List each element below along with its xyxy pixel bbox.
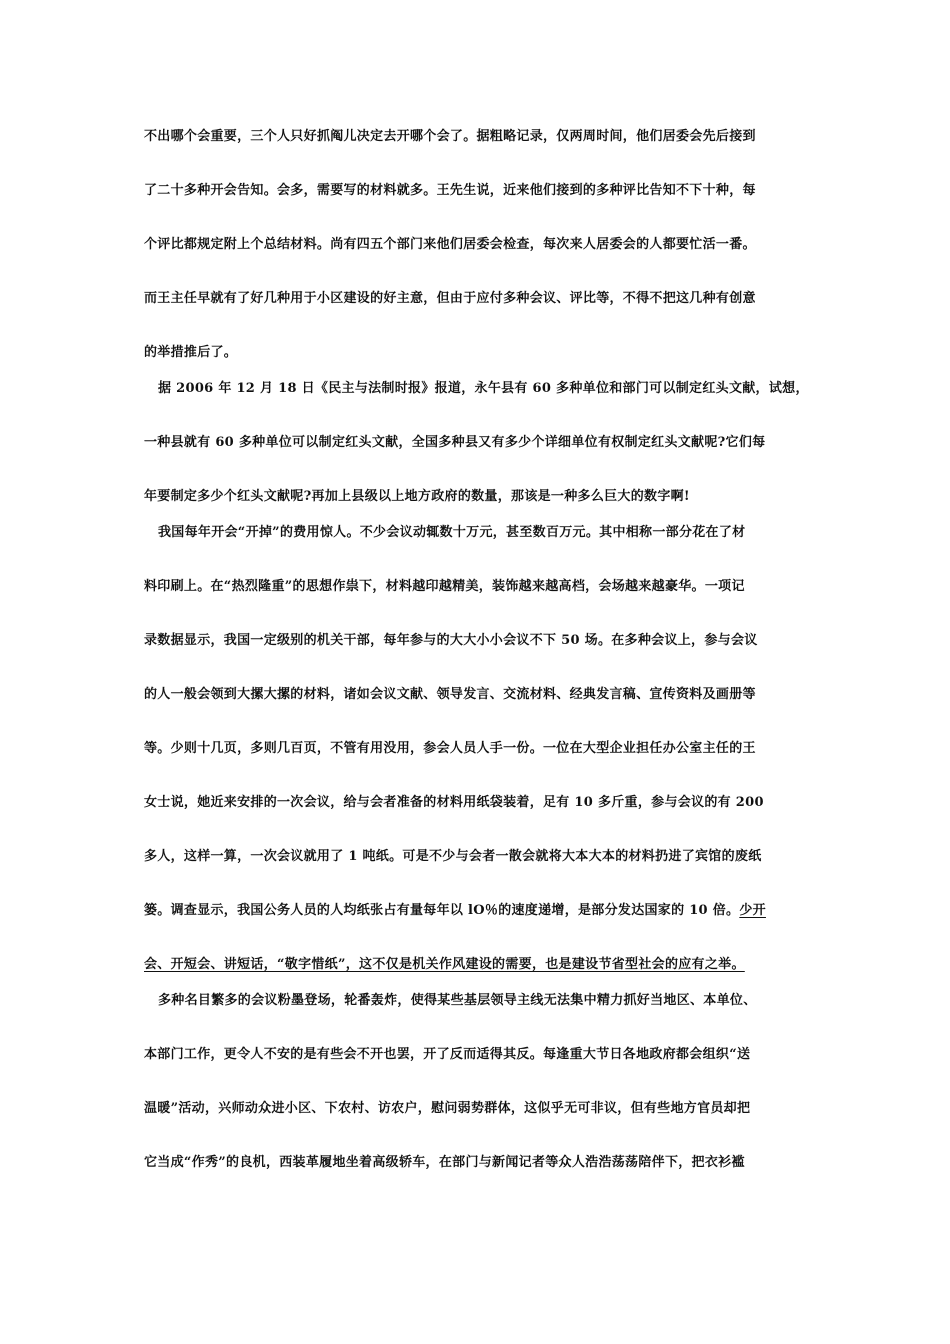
text-line: 不出哪个会重要，三个人只好抓阄儿决定去开哪个会了。据粗略记录，仅两周时间，他们居委会先后接到 [144, 129, 756, 144]
text-line: 多人，这样一算，一次会议就用了 1 吨纸。可是不少与会者一散会就将大本大本的材料扔进了宾馆的废纸 [144, 849, 762, 864]
text-line: 等。少则十几页，多则几百页，不管有用没用，参会人员人手一份。一位在大型企业担任办公室主任的王 [144, 741, 756, 756]
text-line: 一种县就有 60 多种单位可以制定红头文献，全国多种县又有多少个详细单位有权制定红头文献呢?它们每 [144, 435, 766, 450]
underlined-line [144, 948, 809, 984]
text-line: 了二十多种开会告知。会多，需要写的材料就多。王先生说，近来他们接到的多种评比告知不下十种，每 [144, 183, 756, 198]
underlined-text: 少开 [739, 903, 766, 918]
text-line: 它当成“作秀”的良机，西装革履地坐着高级轿车，在部门与新闻记者等众人浩浩荡荡陪伴下，把衣衫褴 [144, 1155, 745, 1170]
body-text [144, 120, 809, 1200]
paragraph-first-line: 据 2006 年 12 月 18 日《民主与法制时报》报道，永午县有 60 多种单位和部门可以制定红头文献，试想， [158, 381, 809, 396]
text-line: 年要制定多少个红头文献呢?再加上县级以上地方政府的数量，那该是一种多么巨大的数字啊! [144, 489, 690, 504]
underlined-text: 会、开短会、讲短话，“敬字惜纸”，这不仅是机关作风建设的需要，也是建设节省型社会的应有之举。 [144, 957, 745, 972]
text-line: 录数据显示，我国一定级别的机关干部，每年参与的大大小小会议不下 50 场。在多种会议上，参与会议 [144, 633, 758, 648]
text-segment: 篓。调查显示，我国公务人员的人均纸张占有量每年以 lO％的速度递增，是部分发达国家的 10 倍。 [144, 903, 740, 918]
text-line: 女士说，她近来安排的一次会议，给与会者准备的材料用纸袋装着，足有 10 多斤重，参与会议的有 200 [144, 795, 764, 810]
text-line: 而王主任早就有了好几种用于小区建设的好主意，但由于应付多种会议、评比等，不得不把这几种有创意 [144, 291, 756, 306]
text-line [144, 894, 809, 948]
text-line: 的人一般会领到大摞大摞的材料，诸如会议文献、领导发言、交流材料、经典发言稿、宣传资料及画册等 [144, 687, 756, 702]
text-line: 温暖”活动，兴师动众进小区、下农村、访农户，慰问弱势群体，这似乎无可非议，但有些地方官员却把 [144, 1101, 751, 1116]
text-line: 个评比都规定附上个总结材料。尚有四五个部门来他们居委会检查，每次来人居委会的人都要忙活一番。 [144, 237, 756, 252]
paragraph-first-line: 多种名目繁多的会议粉墨登场，轮番轰炸，使得某些基层领导主线无法集中精力抓好当地区、本单位、 [158, 993, 757, 1008]
paragraph-first-line: 我国每年开会“开掉”的费用惊人。不少会议动辄数十万元，甚至数百万元。其中相称一部分花在了材 [158, 525, 746, 540]
text-line: 的举措推后了。 [144, 345, 238, 360]
text-line: 料印刷上。在“热烈隆重”的思想作祟下，材料越印越精美，装饰越来越高档，会场越来越豪华。一项记 [144, 579, 745, 594]
text-line: 本部门工作，更令人不安的是有些会不开也罢，开了反而适得其反。每逢重大节日各地政府都会组织“送 [144, 1047, 751, 1062]
